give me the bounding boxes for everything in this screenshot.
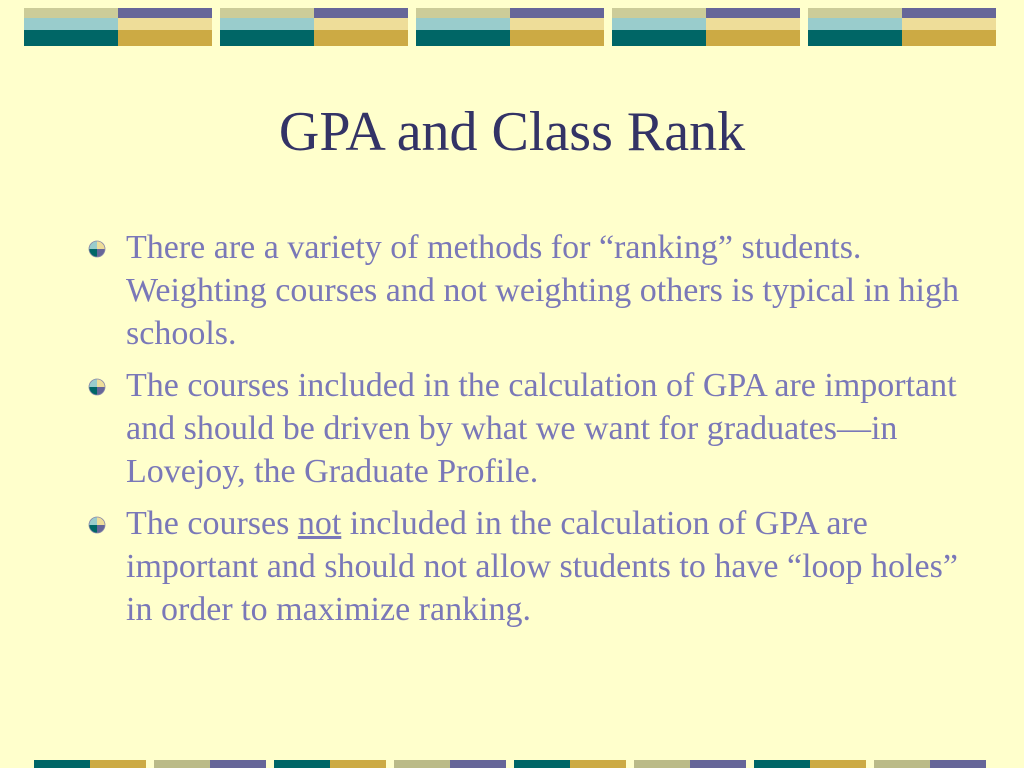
bullet-text: There are a variety of methods for “ranking” students. Weighting courses and not weighting others is typical in high schools. <box>126 229 959 352</box>
decorative-tile <box>416 8 604 46</box>
slide-title: GPA and Class Rank <box>278 101 746 163</box>
bullet-item <box>88 502 968 631</box>
bottom-decorative-band <box>0 752 1024 768</box>
top-decorative-band <box>0 0 1024 60</box>
quartered-circle-bullet-icon <box>88 516 106 534</box>
bullet-text-pre: The courses <box>126 505 298 542</box>
quartered-circle-bullet-icon <box>88 240 106 258</box>
decorative-tile <box>612 8 800 46</box>
bullet-list <box>88 226 968 640</box>
bullet-text: The courses included in the calculation of GPA are important and should be driven by what we want for graduates—in Lovejoy, the Graduate Profile. <box>126 367 957 490</box>
decorative-tile <box>808 8 996 46</box>
decorative-tile <box>24 8 212 46</box>
bullet-item <box>88 364 968 493</box>
bullet-text-post: included in the calculation of GPA are important and should not allow students to have “loop holes” in order to maximize ranking. <box>126 505 958 628</box>
bullet-text-underlined: not <box>297 505 342 542</box>
bullet-item <box>88 226 968 355</box>
quartered-circle-bullet-icon <box>88 378 106 396</box>
decorative-tile <box>220 8 408 46</box>
